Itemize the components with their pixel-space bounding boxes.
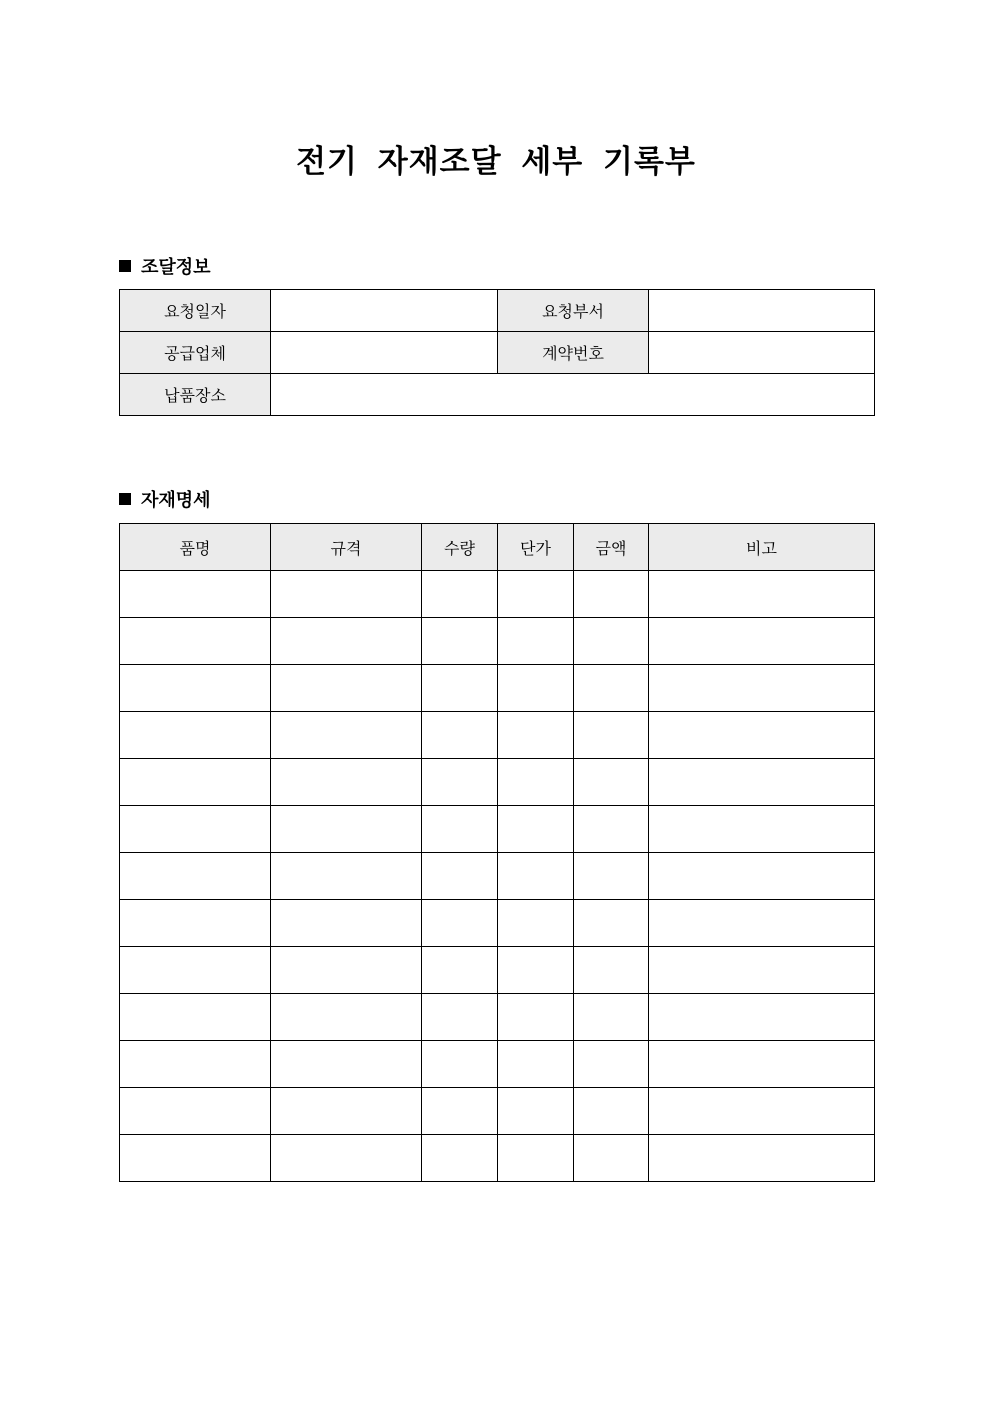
- remarks-cell[interactable]: [649, 900, 875, 947]
- remarks-cell[interactable]: [649, 1041, 875, 1088]
- spec-cell[interactable]: [271, 759, 422, 806]
- item-name-cell[interactable]: [120, 1041, 271, 1088]
- unit-price-cell[interactable]: [498, 994, 574, 1041]
- remarks-cell[interactable]: [649, 806, 875, 853]
- table-row: [120, 1135, 875, 1182]
- square-bullet-icon: [119, 260, 131, 272]
- square-bullet-icon: [119, 493, 131, 505]
- quantity-cell[interactable]: [422, 900, 498, 947]
- material-spec-table: [119, 523, 875, 1182]
- spec-cell[interactable]: [271, 712, 422, 759]
- unit-price-cell[interactable]: [498, 806, 574, 853]
- amount-cell[interactable]: [574, 665, 649, 712]
- quantity-cell[interactable]: [422, 1041, 498, 1088]
- item-name-cell[interactable]: [120, 1135, 271, 1182]
- remarks-cell[interactable]: [649, 759, 875, 806]
- amount-cell[interactable]: [574, 900, 649, 947]
- remarks-cell[interactable]: [649, 994, 875, 1041]
- amount-cell[interactable]: [574, 1135, 649, 1182]
- amount-cell[interactable]: [574, 571, 649, 618]
- spec-cell[interactable]: [271, 1135, 422, 1182]
- table-row: [120, 994, 875, 1041]
- column-header-item-name: 품명: [120, 524, 271, 571]
- contract-no-label: 계약번호: [498, 332, 649, 374]
- quantity-cell[interactable]: [422, 571, 498, 618]
- unit-price-cell[interactable]: [498, 1088, 574, 1135]
- column-header-remarks: 비고: [649, 524, 875, 571]
- quantity-cell[interactable]: [422, 665, 498, 712]
- quantity-cell[interactable]: [422, 1135, 498, 1182]
- amount-cell[interactable]: [574, 806, 649, 853]
- table-row: [120, 759, 875, 806]
- table-header-row: [120, 524, 875, 571]
- section-heading-label: 자재명세: [141, 490, 211, 511]
- amount-cell[interactable]: [574, 618, 649, 665]
- document-title: 전기 자재조달 세부 기록부: [296, 144, 696, 180]
- spec-cell[interactable]: [271, 571, 422, 618]
- item-name-cell[interactable]: [120, 900, 271, 947]
- contract-no-field[interactable]: [649, 332, 875, 374]
- procurement-info-table: [119, 289, 875, 416]
- table-row: [120, 374, 875, 416]
- table-row: [120, 1041, 875, 1088]
- table-row: [120, 665, 875, 712]
- table-row: [120, 290, 875, 332]
- spec-cell[interactable]: [271, 853, 422, 900]
- remarks-cell[interactable]: [649, 571, 875, 618]
- column-header-spec: 규격: [271, 524, 422, 571]
- remarks-cell[interactable]: [649, 712, 875, 759]
- request-dept-label: 요청부서: [498, 290, 649, 332]
- item-name-cell[interactable]: [120, 806, 271, 853]
- table-row: [120, 900, 875, 947]
- table-row: [120, 806, 875, 853]
- remarks-cell[interactable]: [649, 1135, 875, 1182]
- column-header-quantity: 수량: [422, 524, 498, 571]
- request-dept-field[interactable]: [649, 290, 875, 332]
- spec-cell[interactable]: [271, 618, 422, 665]
- quantity-cell[interactable]: [422, 618, 498, 665]
- unit-price-cell[interactable]: [498, 665, 574, 712]
- spec-cell[interactable]: [271, 806, 422, 853]
- column-header-unit-price: 단가: [498, 524, 574, 571]
- spec-cell[interactable]: [271, 1041, 422, 1088]
- item-name-cell[interactable]: [120, 994, 271, 1041]
- unit-price-cell[interactable]: [498, 947, 574, 994]
- amount-cell[interactable]: [574, 712, 649, 759]
- request-date-field[interactable]: [271, 290, 498, 332]
- unit-price-cell[interactable]: [498, 900, 574, 947]
- item-name-cell[interactable]: [120, 618, 271, 665]
- spec-cell[interactable]: [271, 1088, 422, 1135]
- column-header-amount: 금액: [574, 524, 649, 571]
- amount-cell[interactable]: [574, 853, 649, 900]
- item-name-cell[interactable]: [120, 759, 271, 806]
- amount-cell[interactable]: [574, 1088, 649, 1135]
- section-heading-label: 조달정보: [141, 257, 211, 278]
- supplier-field[interactable]: [271, 332, 498, 374]
- quantity-cell[interactable]: [422, 853, 498, 900]
- quantity-cell[interactable]: [422, 806, 498, 853]
- item-name-cell[interactable]: [120, 853, 271, 900]
- unit-price-cell[interactable]: [498, 759, 574, 806]
- quantity-cell[interactable]: [422, 994, 498, 1041]
- unit-price-cell[interactable]: [498, 712, 574, 759]
- remarks-cell[interactable]: [649, 853, 875, 900]
- table-row: [120, 618, 875, 665]
- material-spec-body: [120, 571, 875, 1182]
- table-row: [120, 853, 875, 900]
- request-date-label: 요청일자: [120, 290, 271, 332]
- quantity-cell[interactable]: [422, 947, 498, 994]
- item-name-cell[interactable]: [120, 712, 271, 759]
- table-row: [120, 571, 875, 618]
- table-row: [120, 947, 875, 994]
- amount-cell[interactable]: [574, 947, 649, 994]
- spec-cell[interactable]: [271, 947, 422, 994]
- quantity-cell[interactable]: [422, 759, 498, 806]
- delivery-place-field[interactable]: [271, 374, 875, 416]
- amount-cell[interactable]: [574, 1041, 649, 1088]
- spec-cell[interactable]: [271, 900, 422, 947]
- amount-cell[interactable]: [574, 759, 649, 806]
- unit-price-cell[interactable]: [498, 618, 574, 665]
- delivery-place-label: 납품장소: [120, 374, 271, 416]
- remarks-cell[interactable]: [649, 947, 875, 994]
- item-name-cell[interactable]: [120, 571, 271, 618]
- quantity-cell[interactable]: [422, 1088, 498, 1135]
- remarks-cell[interactable]: [649, 618, 875, 665]
- item-name-cell[interactable]: [120, 947, 271, 994]
- remarks-cell[interactable]: [649, 665, 875, 712]
- item-name-cell[interactable]: [120, 665, 271, 712]
- unit-price-cell[interactable]: [498, 571, 574, 618]
- spec-cell[interactable]: [271, 994, 422, 1041]
- unit-price-cell[interactable]: [498, 853, 574, 900]
- supplier-label: 공급업체: [120, 332, 271, 374]
- amount-cell[interactable]: [574, 994, 649, 1041]
- item-name-cell[interactable]: [120, 1088, 271, 1135]
- section-heading-material-spec: [119, 486, 211, 512]
- quantity-cell[interactable]: [422, 712, 498, 759]
- unit-price-cell[interactable]: [498, 1135, 574, 1182]
- unit-price-cell[interactable]: [498, 1041, 574, 1088]
- remarks-cell[interactable]: [649, 1088, 875, 1135]
- section-heading-procurement-info: [119, 253, 211, 279]
- table-row: [120, 332, 875, 374]
- table-row: [120, 1088, 875, 1135]
- table-row: [120, 712, 875, 759]
- spec-cell[interactable]: [271, 665, 422, 712]
